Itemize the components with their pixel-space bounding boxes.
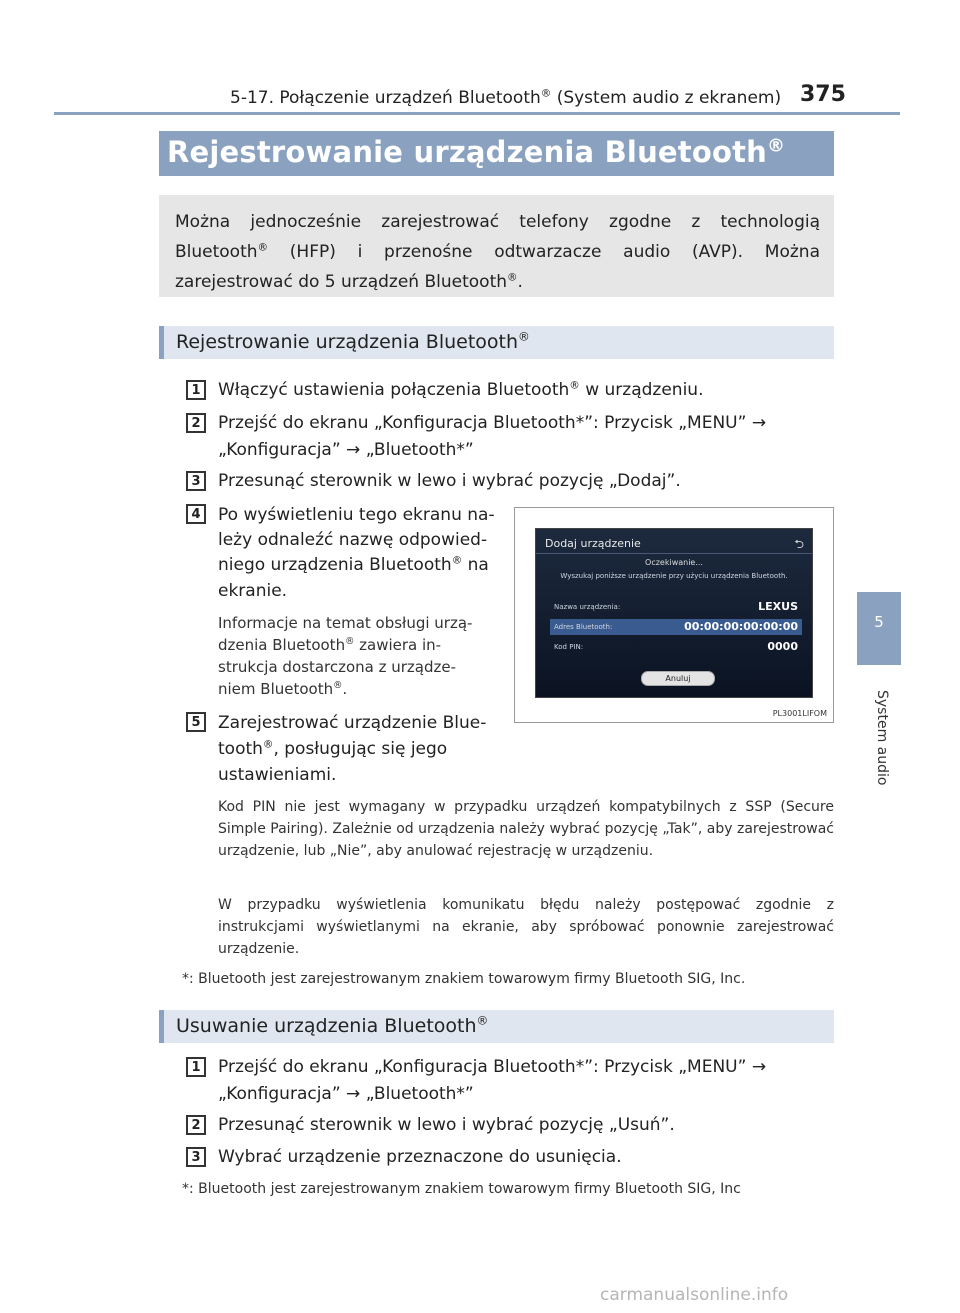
step-badge: 2 xyxy=(186,1115,206,1135)
step-text: „Konfiguracja” → „Bluetooth*” xyxy=(218,440,474,460)
step-text: tooth®, posługując się jego xyxy=(218,738,448,759)
screen-waiting: Oczekiwanie... xyxy=(645,558,703,567)
screen-row: Nazwa urządzenia: LEXUS xyxy=(554,600,798,613)
screen-divider xyxy=(536,553,812,554)
step-badge: 3 xyxy=(186,471,206,491)
step-text: Po wyświetleniu tego ekranu na- xyxy=(218,505,495,525)
step-subtext: Informacje na temat obsługi urzą- xyxy=(218,614,473,632)
section-header-remove xyxy=(159,1010,834,1043)
footnote: *: Bluetooth jest zarejestrowanym znakiem towarowym firmy Bluetooth SIG, Inc xyxy=(182,1181,741,1197)
section-title: Rejestrowanie urządzenia Bluetooth® xyxy=(176,329,530,353)
step-badge: 5 xyxy=(186,712,206,732)
main-title: Rejestrowanie urządzenia Bluetooth® xyxy=(167,135,786,169)
step-subtext: dzenia Bluetooth® zawiera in- xyxy=(218,636,442,654)
step-text: „Konfiguracja” → „Bluetooth*” xyxy=(218,1084,474,1104)
running-header: 5-17. Połączenie urządzeń Bluetooth® (System audio z ekranem) xyxy=(230,87,782,108)
page-number: 375 xyxy=(800,82,846,107)
watermark: carmanualsonline.info xyxy=(600,1285,789,1305)
section-header-register xyxy=(159,326,834,359)
step-text: Przejść do ekranu „Konfiguracja Bluetooth*”: Przycisk „MENU” → xyxy=(218,1057,767,1077)
step-badge: 2 xyxy=(186,413,206,433)
image-code: PL3001LIFOM xyxy=(772,709,827,718)
header-divider xyxy=(54,112,900,115)
screen-illustration xyxy=(514,507,834,723)
step-text: Włączyć ustawienia połączenia Bluetooth® w urządzeniu. xyxy=(218,379,704,400)
step-text: Przejść do ekranu „Konfiguracja Bluetooth*”: Przycisk „MENU” → xyxy=(218,413,767,433)
step-badge: 1 xyxy=(186,380,206,400)
step-badge: 3 xyxy=(186,1147,206,1167)
screen-display xyxy=(535,528,813,698)
main-title-band xyxy=(159,131,834,176)
step-subtext: strukcja dostarczona z urządze- xyxy=(218,658,457,676)
step-text: Wybrać urządzenie przeznaczone do usunięcia. xyxy=(218,1147,622,1167)
back-icon: ⮌ xyxy=(794,537,804,551)
screen-title: Dodaj urządzenie xyxy=(545,537,641,550)
note-paragraph: Kod PIN nie jest wymagany w przypadku urządzeń kompatybilnych z SSP (Secure Simple Pairing). Zależnie od urządzenia należy wybrać pozycję „Tak”, aby zarejestrować urządzenie, lub „Nie”, aby anulować rejestrację w urządzeniu. xyxy=(218,799,834,859)
step-text: Zarejestrować urządzenie Blue- xyxy=(218,713,487,733)
step-subtext: niem Bluetooth®. xyxy=(218,680,348,698)
step-text: ustawieniami. xyxy=(218,765,337,785)
screen-message: Wyszukaj poniższe urządzenie przy użyciu urządzenia Bluetooth. xyxy=(560,572,788,580)
screen-row: Kod PIN: 0000 xyxy=(554,640,798,653)
step-badge: 4 xyxy=(186,504,206,524)
intro-box xyxy=(159,195,834,297)
intro-text: Można jednocześnie zarejestrować telefony zgodne z technologią Bluetooth® (HFP) i przenośne odtwarzacze audio (AVP). Można zarejestrować do 5 urządzeń Bluetooth®. xyxy=(175,212,820,292)
note-paragraph: W przypadku wyświetlenia komunikatu błędu należy postępować zgodnie z instrukcjami wyświetlanymi na ekranie, aby spróbować ponownie zarejestrować urządzenie. xyxy=(218,897,834,957)
step-text: Przesunąć sterownik w lewo i wybrać pozycję „Dodaj”. xyxy=(218,471,681,491)
step-text: Przesunąć sterownik w lewo i wybrać pozycję „Usuń”. xyxy=(218,1115,675,1135)
screen-row: Adres Bluetooth: 00:00:00:00:00:00 xyxy=(550,619,802,635)
step-text: leży odnaleźć nazwę odpowied- xyxy=(218,530,488,550)
chapter-tab: 5 xyxy=(857,592,901,665)
cancel-button: Anuluj xyxy=(641,671,715,686)
section-title: Usuwanie urządzenia Bluetooth® xyxy=(176,1013,489,1037)
chapter-label: System audio xyxy=(874,690,890,786)
step-badge: 1 xyxy=(186,1057,206,1077)
step-text: niego urządzenia Bluetooth® na xyxy=(218,554,489,575)
step-text: ekranie. xyxy=(218,581,288,601)
footnote: *: Bluetooth jest zarejestrowanym znakiem towarowym firmy Bluetooth SIG, Inc. xyxy=(182,971,746,987)
